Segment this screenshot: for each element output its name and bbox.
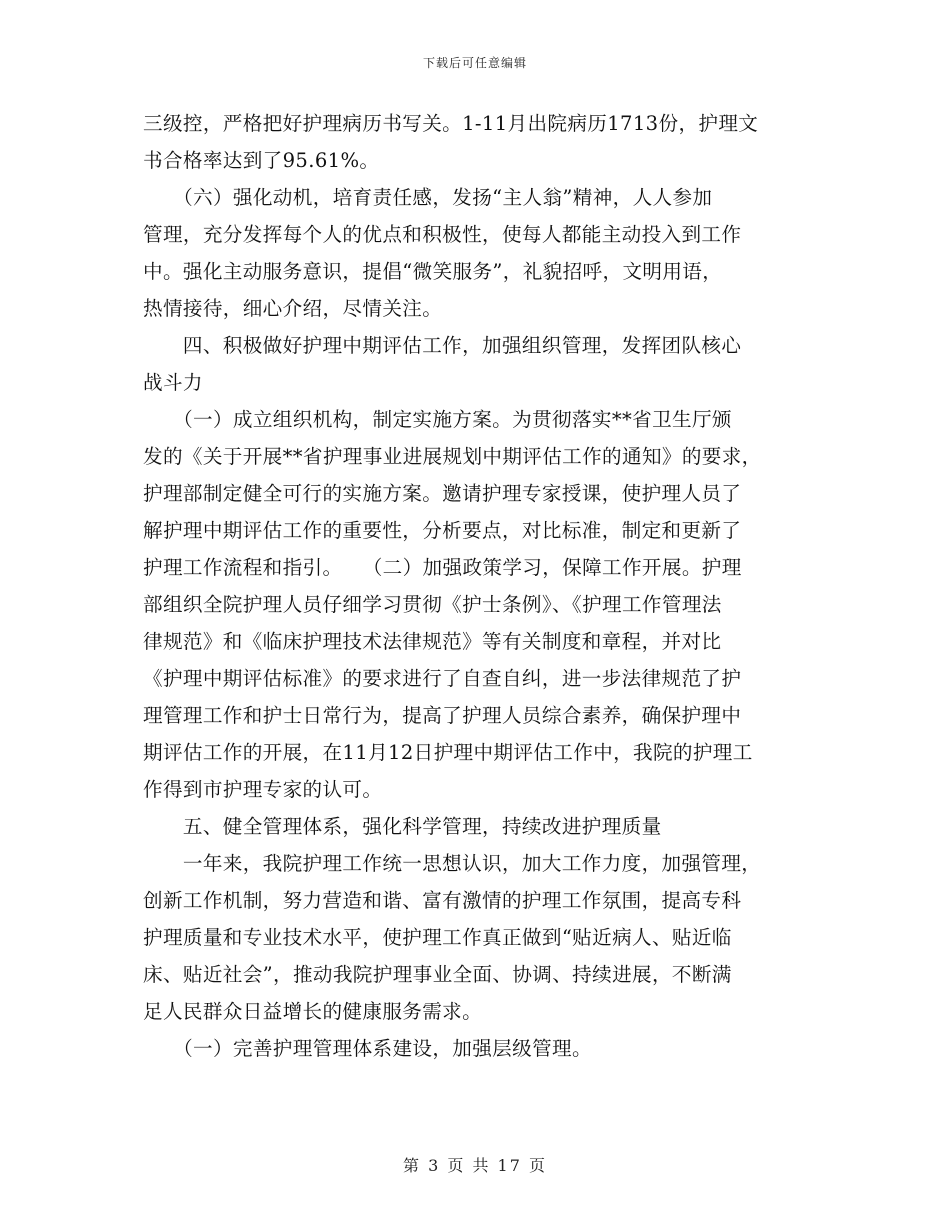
body-line: 护理质量和专业技术水平，使护理工作真正做到“贴近病人、贴近临 (143, 926, 732, 949)
page-header: 下载后可任意编辑 (422, 56, 527, 70)
body-line: 发的《关于开展**省护理事业进展规划中期评估工作的通知》的要求， (143, 445, 762, 468)
body-line: 《护理中期评估标准》的要求进行了自查自纠，进一步法律规范了护 (143, 667, 742, 690)
body-line: 中。强化主动服务意识，提倡“微笑服务”，礼貌招呼，文明用语， (143, 260, 723, 283)
body-line: 战斗力 (143, 371, 203, 394)
body-line: 四、积极做好护理中期评估工作，加强组织管理，发挥团队核心 (143, 334, 742, 357)
body-line: 书合格率达到了95.61%。 (143, 149, 380, 172)
body-line: 解护理中期评估工作的重要性，分析要点，对比标准，制定和更新了 (143, 519, 742, 542)
body-line: 护理部制定健全可行的实施方案。邀请护理专家授课，使护理人员了 (143, 482, 742, 505)
body-line: 律规范》和《临床护理技术法律规范》等有关制度和章程，并对比 (143, 630, 722, 653)
body-line: 期评估工作的开展，在11月12日护理中期评估工作中，我院的护理工 (143, 741, 753, 764)
body-line: 五、健全管理体系，强化科学管理，持续改进护理质量 (143, 815, 662, 838)
body-line: （六）强化动机，培育责任感，发扬“主人翁”精神，人人参加 (143, 186, 713, 209)
body-line: （一）成立组织机构，制定实施方案。为贯彻落实**省卫生厅颁 (143, 408, 732, 431)
document-body (143, 105, 823, 1067)
body-line: 一年来，我院护理工作统一思想认识，加大工作力度，加强管理， (143, 852, 762, 875)
page-footer: 第 3 页 共 17 页 (403, 1156, 547, 1175)
body-line: 作得到市护理专家的认可。 (143, 778, 383, 801)
body-line: 部组织全院护理人员仔细学习贯彻《护士条例》、《护理工作管理法 (143, 593, 722, 616)
body-line: 足人民群众日益增长的健康服务需求。 (143, 1000, 483, 1023)
body-line: 护理工作流程和指引。 （二）加强政策学习，保障工作开展。护理 (143, 556, 742, 579)
body-line: 理管理工作和护士日常行为，提高了护理人员综合素养，确保护理中 (143, 704, 742, 727)
body-line: 创新工作机制，努力营造和谐、富有激情的护理工作氛围，提高专科 (143, 889, 742, 912)
body-line: 热情接待，细心介绍，尽情关注。 (143, 297, 443, 320)
body-line: 床、贴近社会”，推动我院护理事业全面、协调、持续进展，不断满 (143, 963, 732, 986)
body-line: 管理，充分发挥每个人的优点和积极性，使每人都能主动投入到工作 (143, 223, 742, 246)
body-line: （一）完善护理管理体系建设，加强层级管理。 (143, 1037, 592, 1060)
body-line: 三级控，严格把好护理病历书写关。1-11月出院病历1713份，护理文 (143, 112, 759, 135)
